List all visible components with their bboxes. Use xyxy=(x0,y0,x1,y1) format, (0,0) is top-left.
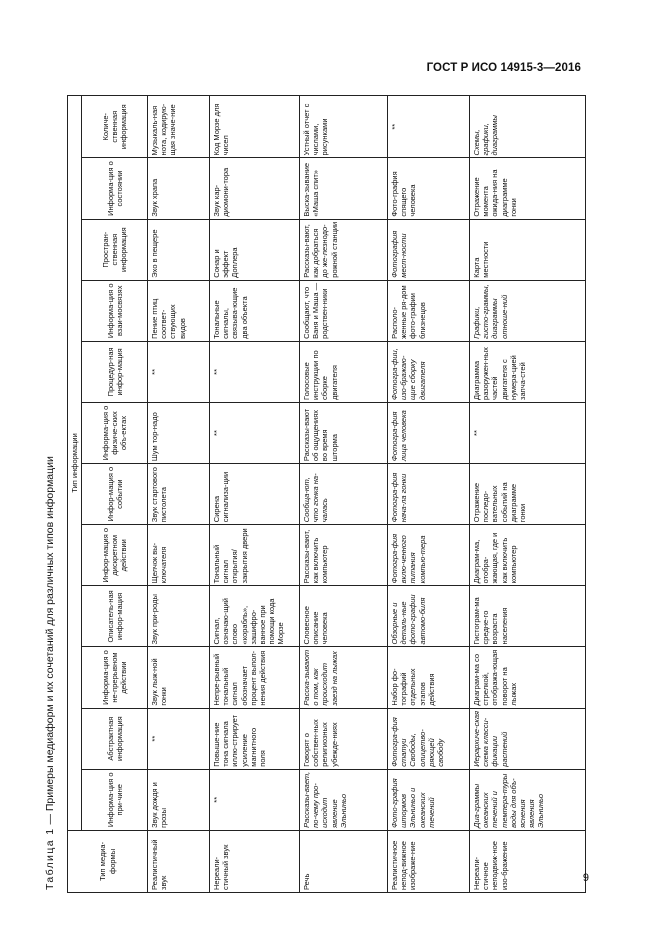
column-header: Количе-ственная информация xyxy=(82,96,148,158)
table-cell: Звук стартового пистолета xyxy=(148,464,210,525)
table-cell: ** xyxy=(388,96,470,158)
table-cell: Эхо в пещере xyxy=(148,219,210,280)
table-cell: Музыкаль-ная нота, кодирую-щая значе-ние xyxy=(148,96,210,158)
table-caption-text: — Примеры медиаформ и их сочетаний для различных типов информации xyxy=(44,456,56,828)
table-cell: Шум тор-надо xyxy=(148,402,210,463)
table-row xyxy=(470,96,586,893)
table-cell: Отражение последо-вательных событий на диаграмме гонки xyxy=(470,464,586,525)
table-cell: Фотогра-фия статуи Свободы, олицетво-ряющей свободу xyxy=(388,708,470,769)
table-cell: Звук кар-диомони-тора xyxy=(210,158,300,219)
table-cell: Сонар и эффект Доплера xyxy=(210,219,300,280)
table-cell: Тональный сигнал открытия/закрытия двери xyxy=(210,525,300,586)
table-cell: Звук храпа xyxy=(148,158,210,219)
table-cell: Отражение момента ожида-ния на диаграмме гонки xyxy=(470,158,586,219)
table-cell: Выска-зывание «Маша спит» xyxy=(300,158,388,219)
table-row xyxy=(210,96,300,893)
table-cell: Диаграм-ма, отобра-жающая, где и как включить компьютер xyxy=(470,525,586,586)
column-header: Процедур-ная инфор-мация xyxy=(82,341,148,402)
table-cell: ** xyxy=(470,402,586,463)
document-header: ГОСТ Р ИСО 14915-3—2016 xyxy=(426,62,581,74)
column-header: Описатель-ная инфор-мация xyxy=(82,586,148,647)
table-cell: Набор фо-тографий отдельных этапов действия xyxy=(388,647,470,708)
column-header: Инфор-мация о дискретном действии xyxy=(82,525,148,586)
rotated-table-container xyxy=(67,95,585,893)
column-header: Информа-ция о взаи-мосвязях xyxy=(82,280,148,341)
table-cell: Звук дождя и грозы xyxy=(148,769,210,830)
page-number: 9 xyxy=(582,872,589,884)
table-cell: Рассказы-вают, как включить компьютер xyxy=(300,525,388,586)
table-cell: Непре-рывный тональный сигнал обозначает процент выпол-нения действия xyxy=(210,647,300,708)
column-header: Инфор-мация о событии xyxy=(82,464,148,525)
table-cell: Словесное описание человека xyxy=(300,586,388,647)
table-cell: Расска-зывают о том, как происходит заезд на лыжах xyxy=(300,647,388,708)
table-cell: Фотогра-фия вклю-ченного питания компью-тера xyxy=(388,525,470,586)
table-body xyxy=(148,96,586,893)
column-header: Информа-ция о физиче-ских объ-ектах xyxy=(82,402,148,463)
table-cell: Звук лыж-ной гонки xyxy=(148,647,210,708)
table-cell: ** xyxy=(210,402,300,463)
table-cell: Фото-графия спящего человека xyxy=(388,158,470,219)
row-header: Реалистичный звук xyxy=(148,830,210,892)
table-cell: Диа-граммы океанских течений и темпера-туры воды для объ-яснения явления Эльниньо xyxy=(470,769,586,830)
row-header: Нереали-стичное неподвиж-ное изо-бражение xyxy=(470,830,586,892)
table-cell: ** xyxy=(210,769,300,830)
table-cell: Голосовые инструкции по сборке двигателя xyxy=(300,341,388,402)
corner-header: Тип медиа-формы xyxy=(68,830,148,892)
row-header: Реалистичное непод-вижное изображе-ние xyxy=(388,830,470,892)
table-cell: Сообщают, что Ваня и Маша — родствен-ники xyxy=(300,280,388,341)
table-cell: Тональные сигналы, связыва-ющие два объекта xyxy=(210,280,300,341)
table-cell: Фото-графия штормов Эльниньо и океанских течений xyxy=(388,769,470,830)
table-cell: Схемы, графики, диаграммы xyxy=(470,96,586,158)
table-cell: Обзорные и деталь-ные фото-графии автомо-биля xyxy=(388,586,470,647)
table-cell: Сообща-ют, что гонка на-чалась xyxy=(300,464,388,525)
table-cell: Устный отчет с числами, рисунками xyxy=(300,96,388,158)
table-row xyxy=(148,96,210,893)
table-cell: ** xyxy=(210,341,300,402)
table-cell: Говорят о собствен-ных религиозных убежде-ниях xyxy=(300,708,388,769)
table-row xyxy=(300,96,388,893)
row-header: Речь xyxy=(300,830,388,892)
row-header: Нереали-стичный звук xyxy=(210,830,300,892)
table-cell: Фотогра-фии, изо-бражаю-щие сборку двигателя xyxy=(388,341,470,402)
table-caption xyxy=(44,456,56,890)
column-header: Информа-ция о при-чине xyxy=(82,769,148,830)
table-cell: ** xyxy=(148,341,210,402)
media-forms-table xyxy=(67,95,586,893)
table-cell: Располо-женные ря-дом фото-графии близнецов xyxy=(388,280,470,341)
table-row xyxy=(388,96,470,893)
table-cell: Рассказы-вает, по-чему про-исходит явление Эльниньо xyxy=(300,769,388,830)
table-cell: Звук при-роды xyxy=(148,586,210,647)
column-header: Информа-ция о не-прерывном действии xyxy=(82,647,148,708)
table-cell: Гистограм-ма средне-го возраста населения xyxy=(470,586,586,647)
table-cell: Фотография мест-ности xyxy=(388,219,470,280)
table-cell: Фотогра-фия лица человека xyxy=(388,402,470,463)
table-cell: Рассказы-вают об ощущениях во время шторма xyxy=(300,402,388,463)
group-header: Тип информации xyxy=(68,96,82,831)
column-header: Информа-ция о состоянии xyxy=(82,158,148,219)
table-cell: Фотогра-фия нача-ла гонки xyxy=(388,464,470,525)
column-header: Простран-ственная информация xyxy=(82,219,148,280)
table-cell: Рассказы-вают, как добраться до же-лезнодо-рожной станции xyxy=(300,219,388,280)
table-cell: Диаграм-ма со стрелкой, отобража-ющая поворот на лыжах xyxy=(470,647,586,708)
table-cell: Карта местности xyxy=(470,219,586,280)
table-cell: Сигнал, означаю-щий слово «корабль», зашифро-ванное при помощи кода Морзе xyxy=(210,586,300,647)
table-cell: Пение птиц соответ-ствующих видов xyxy=(148,280,210,341)
table-caption-label: Таблица 1 xyxy=(44,827,56,890)
table-cell: Диаграмма разоружен-ных частей двигателя с нумера-цией запча-стей xyxy=(470,341,586,402)
column-header: Абстрактная информация xyxy=(82,708,148,769)
table-cell: Сирена сигнализа-ции xyxy=(210,464,300,525)
table-cell: Код Морзе для чисел xyxy=(210,96,300,158)
table-cell: Иерархиче-ская схема класси-фикации растений xyxy=(470,708,586,769)
table-cell: Графики, гисто-граммы, диаграммы отноше-ний xyxy=(470,280,586,341)
table-cell: Повыше-ние тона сигнала иллю-стрирует усиление магнитного поля xyxy=(210,708,300,769)
table-cell: ** xyxy=(148,708,210,769)
table-cell: Щелчок вы-ключателя xyxy=(148,525,210,586)
